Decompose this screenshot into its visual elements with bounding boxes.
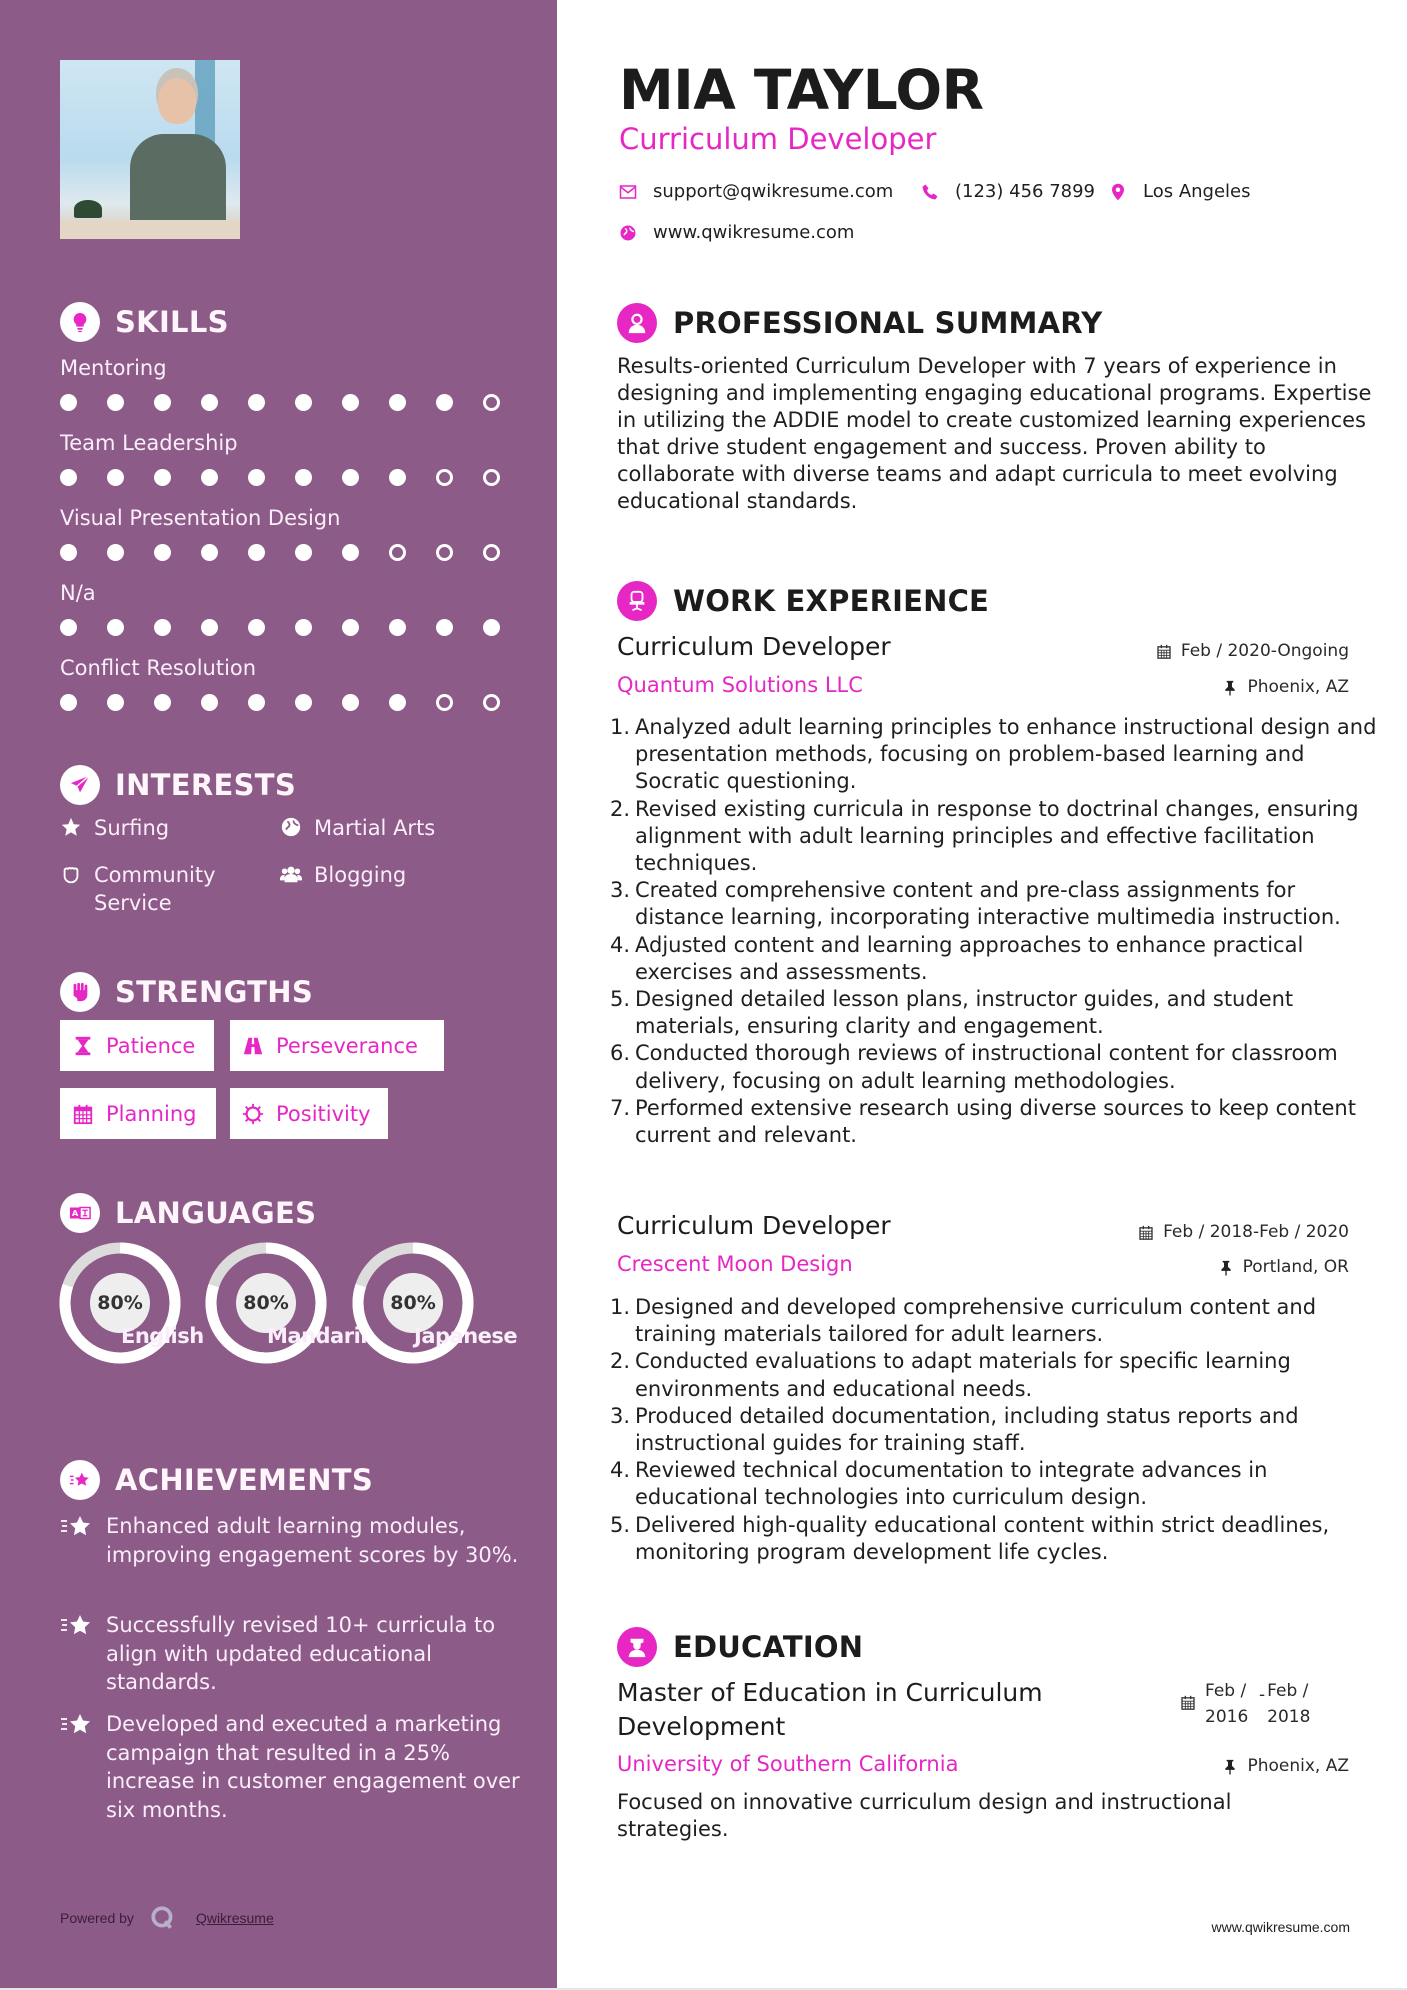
start-year: 2016 bbox=[1205, 1707, 1249, 1727]
rating-dot-filled bbox=[60, 544, 77, 561]
interest-item bbox=[280, 861, 406, 889]
rating-dot-empty bbox=[483, 544, 500, 561]
education-title: EDUCATION bbox=[673, 1630, 864, 1664]
email-text: support@qwikresume.com bbox=[653, 181, 894, 202]
candidate-name: MIA TAYLOR bbox=[619, 58, 984, 122]
rating-dot-filled bbox=[342, 544, 359, 561]
rating-dot-filled bbox=[436, 619, 453, 636]
paper-plane-icon bbox=[60, 765, 100, 805]
achievement-item bbox=[60, 1512, 520, 1569]
calendar-icon bbox=[1180, 1694, 1196, 1711]
skill-rating bbox=[60, 544, 510, 562]
phone-icon bbox=[921, 183, 939, 201]
contact-location bbox=[1109, 181, 1251, 202]
duty-item: Created comprehensive content and pre-class assignments for distance learning, incorporating interactive multimedia instruction. bbox=[635, 878, 1341, 930]
rating-dot-filled bbox=[154, 694, 171, 711]
photo-plant-detail bbox=[74, 200, 102, 218]
office-chair-icon bbox=[617, 581, 657, 621]
strength-badge bbox=[230, 1020, 444, 1071]
language-percent: 80% bbox=[90, 1273, 150, 1333]
rating-dot-filled bbox=[295, 469, 312, 486]
rating-dot-filled bbox=[295, 694, 312, 711]
rating-dot-filled bbox=[107, 394, 124, 411]
footer-website-link[interactable]: www.qwikresume.com bbox=[1211, 1919, 1350, 1935]
rating-dot-filled bbox=[201, 394, 218, 411]
interest-item bbox=[60, 814, 169, 842]
rating-dot-filled bbox=[342, 394, 359, 411]
rating-dot-filled bbox=[389, 619, 406, 636]
fist-icon bbox=[60, 972, 100, 1012]
skill-label: Conflict Resolution bbox=[60, 656, 257, 680]
road-icon bbox=[242, 1035, 264, 1057]
globe-icon bbox=[619, 224, 637, 242]
rating-dot-empty bbox=[436, 469, 453, 486]
rating-dot-filled bbox=[248, 394, 265, 411]
contact-phone[interactable] bbox=[921, 181, 1095, 202]
rating-dot-filled bbox=[248, 694, 265, 711]
end-month: Feb / bbox=[1267, 1681, 1309, 1701]
education-description: Focused on innovative curriculum design and instructional strategies. bbox=[617, 1790, 1232, 1841]
education-location-text: Phoenix, AZ bbox=[1247, 1756, 1349, 1776]
interest-label: Surfing bbox=[94, 816, 170, 840]
education-heading bbox=[617, 1626, 863, 1668]
interest-label: Blogging bbox=[314, 863, 407, 887]
rating-dot-filled bbox=[389, 694, 406, 711]
language-item bbox=[205, 1242, 375, 1364]
school-name: University of Southern California bbox=[617, 1752, 959, 1776]
duty-item: Designed detailed lesson plans, instructor guides, and student materials, ensuring clarity and engagement. bbox=[635, 987, 1294, 1039]
duty-item: Delivered high-quality educational content within strict deadlines, monitoring program development life cycles. bbox=[635, 1512, 1330, 1564]
rating-dot-empty bbox=[483, 394, 500, 411]
location-text: Los Angeles bbox=[1143, 181, 1251, 202]
rating-dot-filled bbox=[107, 544, 124, 561]
calendar-icon bbox=[72, 1103, 94, 1125]
sidebar bbox=[0, 0, 557, 1988]
education-dates bbox=[1180, 1678, 1310, 1730]
date-separator: - bbox=[1259, 1685, 1266, 1705]
strength-label: Positivity bbox=[276, 1101, 371, 1126]
job-duties-list bbox=[617, 714, 1387, 1149]
company-name: Crescent Moon Design bbox=[617, 1252, 853, 1276]
shooting-star-icon bbox=[60, 1712, 92, 1738]
photo-person-head bbox=[158, 78, 196, 124]
skill-label: Visual Presentation Design bbox=[60, 506, 341, 530]
star-icon bbox=[60, 816, 82, 838]
rating-dot-filled bbox=[248, 619, 265, 636]
pushpin-icon bbox=[1218, 1259, 1234, 1276]
skill-rating bbox=[60, 619, 510, 637]
rating-dot-empty bbox=[436, 694, 453, 711]
strengths-heading bbox=[60, 972, 313, 1012]
duty-item: Conducted thorough reviews of instructional content for classroom delivery, focusing on adult learning methodologies. bbox=[635, 1041, 1338, 1093]
rating-dot-filled bbox=[342, 619, 359, 636]
achievements-title: ACHIEVEMENTS bbox=[115, 1463, 374, 1497]
qwikresume-link[interactable]: Qwikresume bbox=[195, 1910, 274, 1926]
rating-dot-filled bbox=[154, 469, 171, 486]
rating-dot-filled bbox=[60, 694, 77, 711]
job-dates-text: Feb / 2018-Feb / 2020 bbox=[1163, 1222, 1349, 1242]
experience-heading bbox=[617, 580, 989, 622]
skill-rating bbox=[60, 394, 510, 412]
language-item bbox=[59, 1242, 204, 1364]
education-location bbox=[1222, 1756, 1349, 1776]
interest-item bbox=[280, 814, 435, 842]
summary-text: Results-oriented Curriculum Developer with 7 years of experience in designing and implementing engaging educational programs. Expertise in utilizing the ADDIE model to create customized learning experiences that drive student engagement and success. Proven ability to collaborate with diverse teams and adapt curricula to meet evolving educational standards. bbox=[617, 354, 1372, 513]
language-item bbox=[352, 1242, 518, 1364]
rating-dot-filled bbox=[201, 619, 218, 636]
achievement-text: Successfully revised 10+ curricula to align with updated educational standards. bbox=[106, 1613, 496, 1694]
skill-rating bbox=[60, 469, 510, 487]
rating-dot-filled bbox=[295, 619, 312, 636]
rating-dot-filled bbox=[154, 619, 171, 636]
rating-dot-filled bbox=[201, 544, 218, 561]
interests-heading bbox=[60, 765, 296, 805]
job-location-text: Portland, OR bbox=[1242, 1257, 1349, 1277]
job-dates-text: Feb / 2020-Ongoing bbox=[1180, 641, 1349, 661]
strength-badge bbox=[230, 1088, 388, 1139]
strength-label: Patience bbox=[106, 1033, 196, 1058]
translate-icon bbox=[60, 1193, 100, 1233]
duty-item: Analyzed adult learning principles to enhance instructional design and presentation methods, focusing on problem-based learning and Socratic questioning. bbox=[635, 715, 1377, 794]
achievement-item bbox=[60, 1611, 520, 1697]
photo-person-body bbox=[130, 134, 226, 226]
rating-dot-empty bbox=[389, 544, 406, 561]
duty-item: Revised existing curricula in response to doctrinal changes, ensuring alignment with adult learning principles and effective facilitation techniques. bbox=[635, 796, 1359, 876]
end-year: 2018 bbox=[1267, 1707, 1311, 1727]
interest-label: Community Service bbox=[94, 863, 216, 915]
rating-dot-filled bbox=[342, 469, 359, 486]
rating-dot-filled bbox=[483, 619, 500, 636]
globe-icon bbox=[280, 816, 302, 838]
rating-dot-filled bbox=[295, 544, 312, 561]
rating-dot-filled bbox=[436, 394, 453, 411]
summary-heading bbox=[617, 302, 1102, 344]
rating-dot-filled bbox=[60, 619, 77, 636]
website-text: www.qwikresume.com bbox=[653, 222, 855, 243]
rating-dot-empty bbox=[483, 469, 500, 486]
job-location bbox=[1218, 1257, 1349, 1277]
rating-dot-filled bbox=[154, 544, 171, 561]
duty-item: Performed extensive research using diverse sources to keep content current and relevant. bbox=[635, 1095, 1356, 1148]
rating-dot-empty bbox=[436, 544, 453, 561]
strength-badge bbox=[60, 1020, 214, 1071]
graduate-icon bbox=[617, 1627, 657, 1667]
degree-title: Master of Education in Curriculum Development bbox=[617, 1678, 1043, 1741]
language-label: Japanese bbox=[414, 1324, 518, 1348]
envelope-icon bbox=[619, 183, 637, 201]
languages-title: LANGUAGES bbox=[115, 1196, 317, 1230]
rating-dot-filled bbox=[295, 394, 312, 411]
education-end bbox=[1267, 1678, 1310, 1730]
skills-heading bbox=[60, 302, 229, 342]
rating-dot-filled bbox=[107, 694, 124, 711]
job-location bbox=[1222, 677, 1349, 697]
lightbulb-icon bbox=[60, 302, 100, 342]
rating-dot-empty bbox=[483, 694, 500, 711]
rating-dot-filled bbox=[389, 394, 406, 411]
profile-photo bbox=[60, 60, 240, 239]
duty-item: Produced detailed documentation, including status reports and instructional guides for training staff. bbox=[635, 1403, 1299, 1456]
user-icon bbox=[617, 303, 657, 343]
interest-item bbox=[60, 861, 260, 917]
skill-rating bbox=[60, 694, 510, 712]
languages-heading bbox=[60, 1193, 316, 1233]
rating-dot-filled bbox=[154, 394, 171, 411]
language-percent: 80% bbox=[236, 1273, 296, 1333]
svg-text:A: A bbox=[71, 1208, 79, 1219]
duty-item: Designed and developed comprehensive curriculum content and training materials tailored for adult learners. bbox=[635, 1295, 1317, 1347]
contact-email[interactable] bbox=[619, 181, 893, 202]
rating-dot-filled bbox=[107, 469, 124, 486]
language-label: Mandarin bbox=[267, 1324, 375, 1348]
skills-title: SKILLS bbox=[115, 305, 229, 339]
strength-badge bbox=[60, 1088, 216, 1139]
skill-item bbox=[60, 354, 510, 412]
calendar-icon bbox=[1138, 1224, 1154, 1241]
sun-icon bbox=[242, 1103, 264, 1125]
main-content bbox=[557, 0, 1407, 1990]
achievement-text: Developed and executed a marketing campaign that resulted in a 25% increase in customer engagement over six months. bbox=[106, 1712, 520, 1822]
pushpin-icon bbox=[1222, 679, 1238, 696]
qwikresume-logo-icon bbox=[150, 1905, 176, 1931]
rating-dot-filled bbox=[201, 694, 218, 711]
strength-label: Perseverance bbox=[276, 1033, 418, 1058]
job-title: Curriculum Developer bbox=[617, 1211, 891, 1240]
photo-desk-detail bbox=[60, 220, 240, 239]
education-start bbox=[1205, 1678, 1259, 1730]
rating-dot-filled bbox=[201, 469, 218, 486]
duty-item: Reviewed technical documentation to integrate advances in educational technologies into curriculum design. bbox=[635, 1458, 1268, 1510]
powered-by bbox=[60, 1905, 274, 1931]
shooting-star-icon bbox=[60, 1514, 92, 1540]
skill-item bbox=[60, 579, 510, 637]
job-dates bbox=[1156, 641, 1349, 661]
job-duties-list bbox=[617, 1294, 1387, 1566]
skill-item bbox=[60, 654, 510, 712]
strengths-title: STRENGTHS bbox=[115, 975, 314, 1009]
rating-dot-filled bbox=[107, 619, 124, 636]
skill-item bbox=[60, 504, 510, 562]
rating-dot-filled bbox=[389, 469, 406, 486]
company-name: Quantum Solutions LLC bbox=[617, 673, 863, 697]
hourglass-icon bbox=[72, 1035, 94, 1057]
skill-label: Mentoring bbox=[60, 356, 167, 380]
achievement-item bbox=[60, 1710, 520, 1824]
language-label: English bbox=[121, 1324, 204, 1348]
skill-label: Team Leadership bbox=[60, 431, 238, 455]
rating-dot-filled bbox=[60, 394, 77, 411]
job-title: Curriculum Developer bbox=[617, 632, 891, 661]
map-pin-icon bbox=[1109, 183, 1127, 201]
skill-item bbox=[60, 429, 510, 487]
candidate-title: Curriculum Developer bbox=[619, 122, 937, 156]
summary-title: PROFESSIONAL SUMMARY bbox=[673, 306, 1103, 340]
rating-dot-filled bbox=[248, 469, 265, 486]
shooting-star-icon bbox=[60, 1613, 92, 1639]
job-dates bbox=[1138, 1222, 1349, 1242]
achievement-text: Enhanced adult learning modules, improving engagement scores by 30%. bbox=[106, 1514, 519, 1567]
start-month: Feb / bbox=[1205, 1681, 1247, 1701]
experience-title: WORK EXPERIENCE bbox=[673, 584, 990, 618]
job-location-text: Phoenix, AZ bbox=[1247, 677, 1349, 697]
contact-website[interactable] bbox=[619, 222, 854, 243]
rating-dot-filled bbox=[342, 694, 359, 711]
interest-label: Martial Arts bbox=[314, 816, 436, 840]
skill-label: N/a bbox=[60, 581, 96, 605]
achievements-heading bbox=[60, 1460, 373, 1500]
rating-dot-filled bbox=[60, 469, 77, 486]
duty-item: Conducted evaluations to adapt materials for specific learning environments and educational needs. bbox=[635, 1349, 1291, 1401]
strength-label: Planning bbox=[106, 1101, 197, 1126]
duty-item: Adjusted content and learning approaches to enhance practical exercises and assessments. bbox=[635, 932, 1304, 984]
interests-title: INTERESTS bbox=[115, 768, 297, 802]
pushpin-icon bbox=[1222, 1758, 1238, 1775]
phone-text: (123) 456 7899 bbox=[955, 181, 1096, 202]
powered-by-label: Powered by bbox=[60, 1910, 134, 1926]
shooting-star-icon bbox=[60, 1460, 100, 1500]
users-icon bbox=[280, 863, 302, 885]
language-percent: 80% bbox=[383, 1273, 443, 1333]
hand-icon bbox=[60, 863, 82, 885]
calendar-icon bbox=[1156, 643, 1172, 660]
rating-dot-filled bbox=[248, 544, 265, 561]
